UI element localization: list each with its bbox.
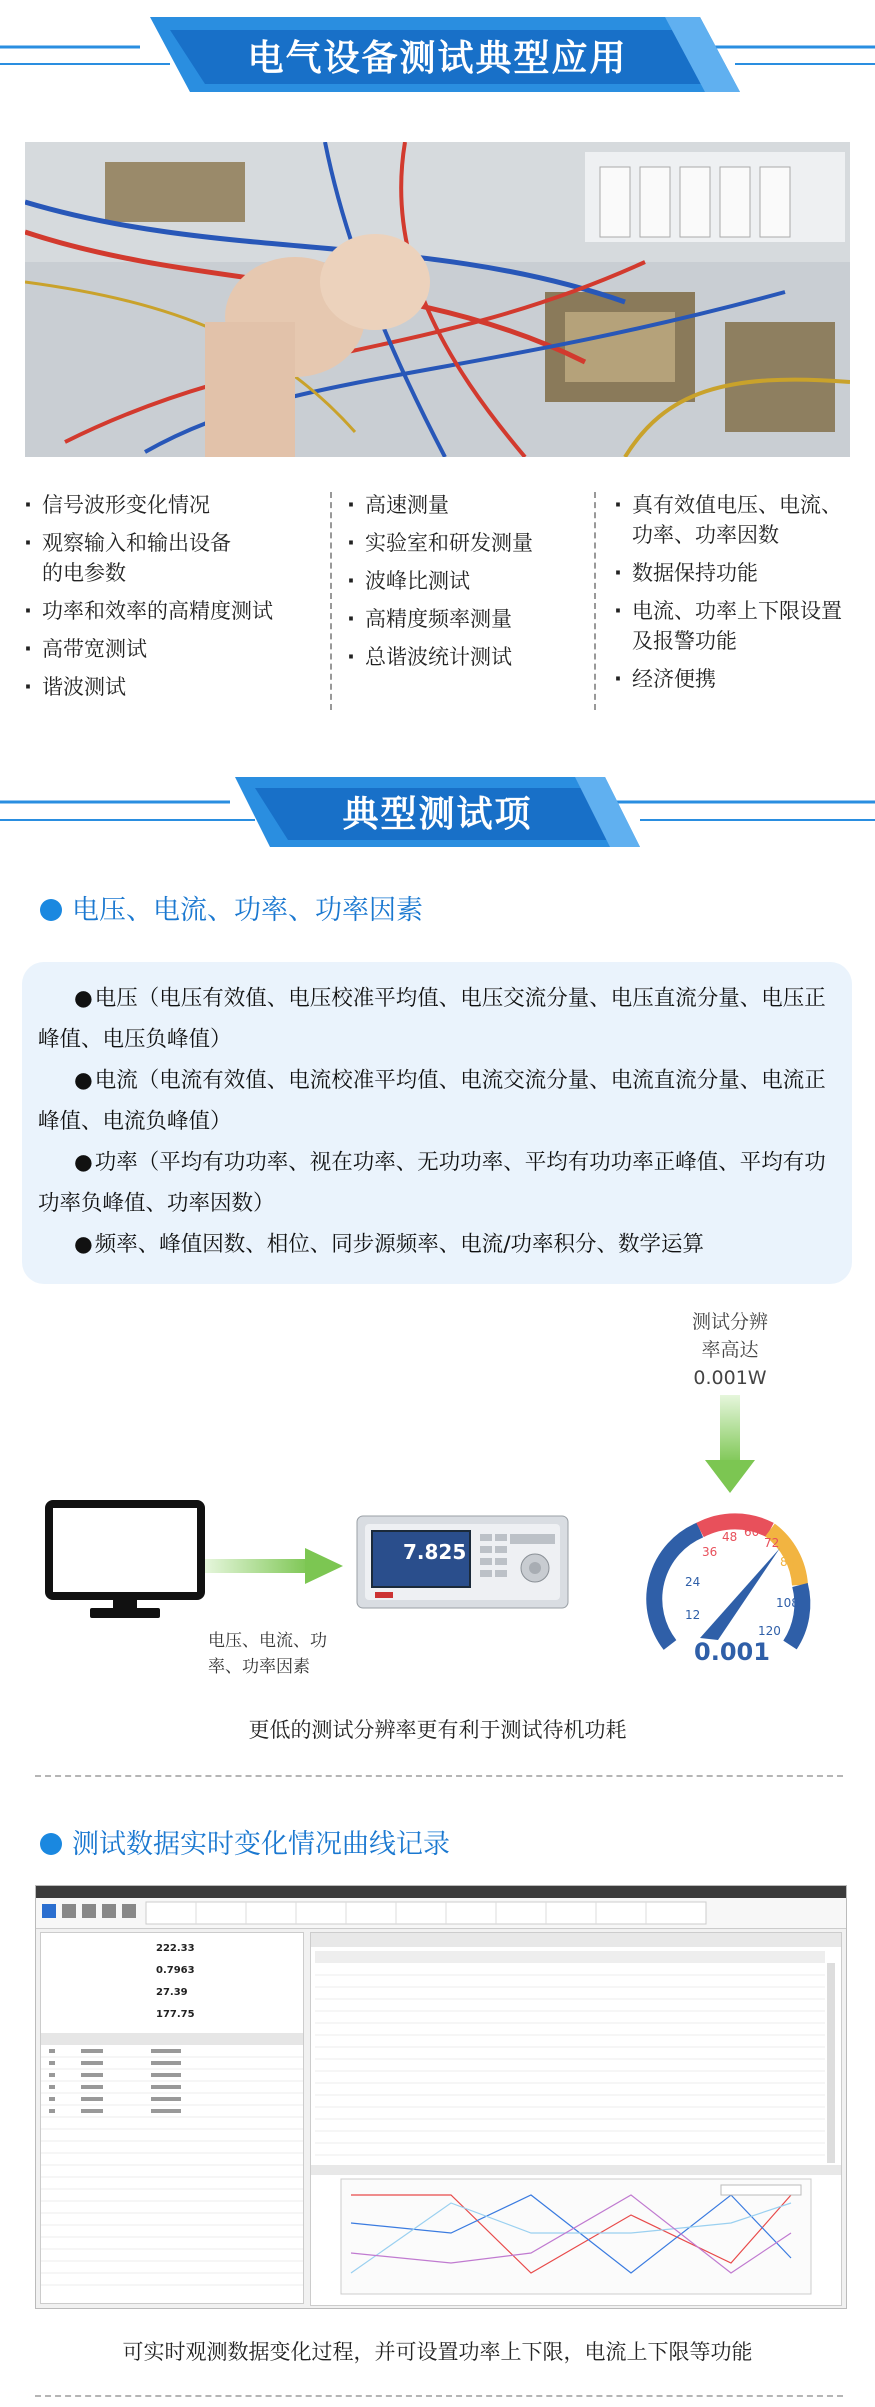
- section-2-heading: [40, 1822, 450, 1861]
- bullet-dot-icon: [40, 899, 62, 921]
- feature-item: · 高带宽测试: [22, 634, 322, 664]
- feature-item: · 高速测量: [345, 490, 585, 520]
- software-caption: 可实时观测数据变化过程，并可设置功率上下限，电流上下限等功能: [122, 2340, 753, 2364]
- column-divider: [594, 492, 596, 710]
- big-value-apparent: 177.75: [156, 2009, 195, 2020]
- diagram-caption: 更低的测试分辨率更有利于测试待机功耗: [248, 1718, 627, 1742]
- feature-item: · 信号波形变化情况: [22, 490, 322, 520]
- test-items-box: [22, 962, 852, 1284]
- right-arrow-icon: [205, 1548, 345, 1584]
- toolbar-buttons: [36, 1898, 846, 1928]
- gauge-tick: 24: [685, 1575, 701, 1589]
- big-value-power: 27.39: [156, 1987, 188, 1998]
- feature-column-3: [612, 490, 872, 702]
- parameter-table: [41, 2033, 303, 2303]
- gauge-tick: 36: [702, 1545, 718, 1559]
- down-arrow-icon: [700, 1395, 760, 1495]
- gauge-tick: 120: [758, 1624, 781, 1638]
- test-item-current: ● 电流（电流有效值、电流校准平均值、电流交流分量、电流直流分量、电流正峰值、电流负峰值）: [38, 1060, 830, 1142]
- wiring-photo: [25, 142, 850, 457]
- big-value-voltage: 222.33: [156, 1943, 195, 1954]
- feature-item: · 电流、功率上下限设置 及报警功能: [612, 596, 872, 656]
- gauge-tick: 60: [744, 1525, 760, 1539]
- feature-item: · 经济便携: [612, 664, 872, 694]
- feature-item: · 功率和效率的高精度测试: [22, 596, 322, 626]
- section-1-title: 电压、电流、功率、功率因素: [72, 895, 423, 926]
- power-meter-device: [355, 1510, 570, 1615]
- header-1-title: 电气设备测试典型应用: [247, 38, 628, 79]
- gauge-tick: 108: [776, 1596, 799, 1610]
- feature-item: · 高精度频率测量: [345, 604, 585, 634]
- gauge-tick: 72: [764, 1536, 780, 1550]
- test-item-voltage: ● 电压（电压有效值、电压校准平均值、电压交流分量、电压直流分量、电压正峰值、电压负峰值）: [38, 978, 830, 1060]
- section-1-heading: [40, 888, 423, 927]
- software-left-panel: [40, 1932, 304, 2304]
- monitor-icon: [45, 1500, 205, 1625]
- feature-column-1: [22, 490, 322, 710]
- feature-item: · 波峰比测试: [345, 566, 585, 596]
- feature-item: · 真有效值电压、电流、 功率、功率因数: [612, 490, 872, 550]
- harmonic-table-and-trend: [311, 1933, 841, 2305]
- software-screenshot: [35, 1885, 847, 2309]
- gauge-tick: 48: [722, 1530, 738, 1544]
- feature-item: · 谐波测试: [22, 672, 322, 702]
- feature-item: · 总谐波统计测试: [345, 642, 585, 672]
- resolution-label: 测试分辨 率高达 0.001W: [691, 1311, 768, 1389]
- software-right-panel: [310, 1932, 842, 2306]
- gauge-value: 0.001: [694, 1638, 770, 1666]
- gauge-tick: 84: [780, 1555, 796, 1569]
- header-2-title: 典型测试项: [342, 794, 533, 835]
- arrow-label: 电压、电流、功 率、功率因素: [208, 1631, 327, 1677]
- test-item-power: ● 功率（平均有功功率、视在功率、无功功率、平均有功功率正峰值、平均有功功率负峰值、功率因数）: [38, 1142, 830, 1224]
- section-2-title: 测试数据实时变化情况曲线记录: [72, 1829, 450, 1860]
- resolution-gauge: [640, 1500, 820, 1670]
- section-divider: [35, 1775, 843, 1777]
- bottom-divider: [35, 2395, 843, 2397]
- feature-item: · 观察输入和输出设备 的电参数: [22, 528, 322, 588]
- gauge-tick: 12: [685, 1608, 701, 1622]
- software-titlebar: [36, 1886, 846, 1898]
- feature-item: · 实验室和研发测量: [345, 528, 585, 558]
- feature-column-2: [345, 490, 585, 680]
- column-divider: [330, 492, 332, 710]
- software-toolbar: [36, 1898, 846, 1929]
- big-value-current: 0.7963: [156, 1965, 195, 1976]
- feature-item: · 数据保持功能: [612, 558, 872, 588]
- meter-display-value: 7.825: [403, 1540, 467, 1564]
- bullet-dot-icon: [40, 1833, 62, 1855]
- test-item-frequency: ● 频率、峰值因数、相位、同步源频率、电流/功率积分、数学运算: [38, 1224, 830, 1265]
